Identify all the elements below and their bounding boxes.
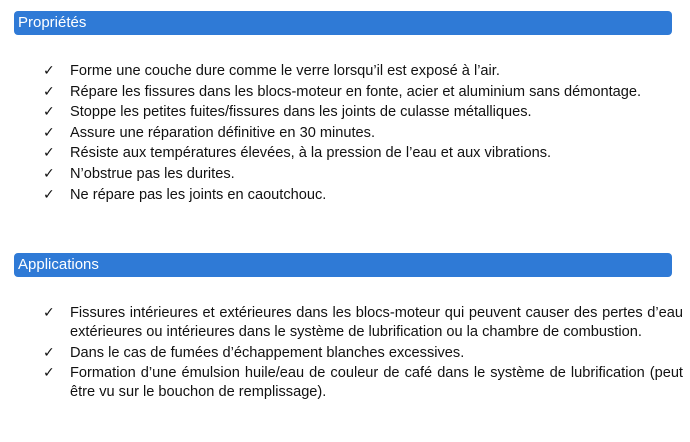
applications-list-item bbox=[43, 344, 683, 363]
properties-list-item bbox=[43, 83, 683, 102]
check-mark-icon: ✓ bbox=[43, 305, 55, 321]
check-mark-icon: ✓ bbox=[43, 165, 55, 182]
applications-item-text: Fissures intérieures et extérieures dans les blocs-moteur qui peuvent causer des pertes d’eau extérieures ou intérieures dans le système de lubrification ou la chambre de combustion. bbox=[70, 305, 683, 340]
properties-list-item bbox=[43, 186, 683, 205]
properties-item-text: Répare les fissures dans les blocs-moteur en fonte, acier et aluminium sans démontage. bbox=[70, 83, 642, 100]
check-mark-icon: ✓ bbox=[43, 365, 55, 382]
properties-item-text: Stoppe les petites fuites/fissures dans les joints de culasse métalliques. bbox=[70, 104, 532, 121]
properties-item-text: Assure une réparation définitive en 30 minutes. bbox=[70, 124, 376, 141]
applications-list bbox=[43, 304, 683, 404]
check-mark-icon: ✓ bbox=[43, 124, 55, 141]
applications-list-item bbox=[43, 304, 683, 342]
check-mark-icon: ✓ bbox=[43, 63, 55, 79]
properties-item-text: Forme une couche dure comme le verre lorsqu’il est exposé à l’air. bbox=[70, 63, 500, 79]
properties-item-text: Résiste aux températures élevées, à la pression de l’eau et aux vibrations. bbox=[70, 145, 552, 162]
properties-list-item bbox=[43, 124, 683, 143]
properties-section-header bbox=[14, 11, 672, 35]
check-mark-icon: ✓ bbox=[43, 186, 55, 203]
properties-list-item bbox=[43, 165, 683, 184]
check-mark-icon: ✓ bbox=[43, 145, 55, 162]
applications-item-text: Formation d’une émulsion huile/eau de couleur de café dans le système de lubrification (peut être vu sur le bouchon de remplissage). bbox=[70, 365, 683, 401]
properties-list-item bbox=[43, 103, 683, 122]
properties-list-item bbox=[43, 144, 683, 163]
properties-item-text: Ne répare pas les joints en caoutchouc. bbox=[70, 186, 327, 203]
applications-list-item bbox=[43, 364, 683, 402]
check-mark-icon: ✓ bbox=[43, 104, 55, 121]
applications-section-title: Applications bbox=[18, 256, 99, 273]
properties-item-text: N’obstrue pas les durites. bbox=[70, 165, 235, 182]
check-mark-icon: ✓ bbox=[43, 83, 55, 100]
applications-section-header bbox=[14, 253, 672, 277]
properties-list-item bbox=[43, 62, 683, 81]
properties-section-title: Propriétés bbox=[18, 14, 87, 31]
applications-item-text: Dans le cas de fumées d’échappement blanches excessives. bbox=[70, 344, 465, 361]
check-mark-icon: ✓ bbox=[43, 344, 55, 361]
properties-list bbox=[43, 62, 683, 206]
